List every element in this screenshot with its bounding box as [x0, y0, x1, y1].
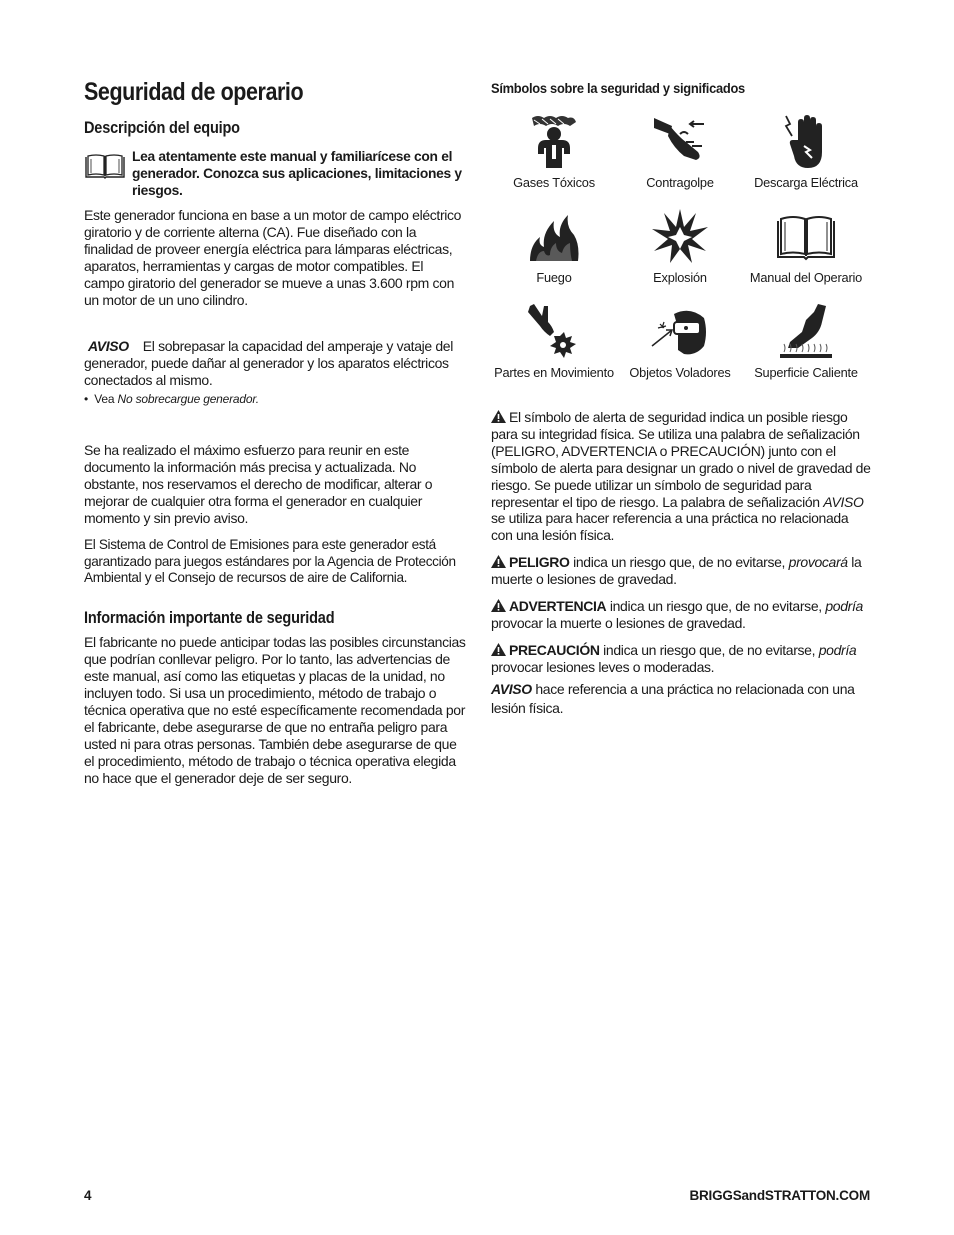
hot-surface-icon — [776, 302, 836, 362]
kickback-icon — [650, 112, 710, 172]
explosion-icon — [650, 207, 710, 267]
right-column — [491, 80, 871, 728]
symbol-label: Gases Tóxicos — [513, 175, 595, 190]
symbols-grid — [491, 112, 871, 387]
page-number: 4 — [84, 1188, 92, 1203]
operator-manual-icon — [776, 207, 836, 267]
equipment-description: Este generador funciona en base a un motor de campo eléctrico giratorio y de corriente alterna (CA). Fue diseñado con la finalidad de proveer energía eléctrica para lámparas eléctricas, aparatos, herramientas y cargas de motor compatibles. El campo giratorio del generador se mueve a unas 3.600 rpm con un motor de un uno cilindro. — [84, 207, 462, 308]
symbol-explosion — [617, 207, 743, 292]
safety-alert-triangle-icon — [491, 643, 506, 656]
page-title: Seguridad de operario — [84, 78, 304, 106]
aviso-notice — [84, 338, 466, 408]
symbol-operator-manual — [743, 207, 869, 292]
peligro-definition: PELIGRO indica un riesgo que, de no evitarse, provocará la muerte o lesiones de gravedad. — [491, 554, 862, 588]
aviso-definition: AVISO hace referencia a una práctica no relacionada con una lesión física. — [491, 680, 855, 716]
manual-note — [84, 148, 466, 199]
symbols-heading: Símbolos sobre la seguridad y significados — [491, 80, 745, 96]
aviso-word: AVISO — [491, 680, 532, 697]
equipment-heading: Descripción del equipo — [84, 119, 240, 137]
symbol-label: Partes en Movimiento — [494, 365, 614, 380]
symbol-electric-shock — [743, 112, 869, 197]
fire-icon — [524, 207, 584, 267]
safety-alert-intro: El símbolo de alerta de seguridad indica un posible riesgo para su integridad física. Se utiliza una palabra de señalización (PELIGRO, ADVERTENCIA o PRECAUCIÓN) junto con el símbolo de alerta para designar un grado o nivel de gravedad de riesgo. Se puede utilizar un símbolo de seguridad para representar el tipo de riesgo. La palabra de señalización AVISO se utiliza para hacer referencia a una práctica no relacionada con una lesión física. — [491, 409, 871, 544]
left-column — [84, 78, 466, 796]
precaucion-word: PRECAUCIÓN — [509, 641, 600, 658]
safety-alert-triangle-icon — [491, 555, 506, 568]
safety-info-heading: Información importante de seguridad — [84, 609, 335, 628]
overload-reference-bullet: • Vea No sobrecargue generador. — [84, 392, 259, 407]
precaucion-definition: PRECAUCIÓN indica un riesgo que, de no evitarse, podría provocar lesiones leves o moderadas. — [491, 641, 857, 675]
website-link[interactable]: BRIGGSandSTRATTON.COM — [689, 1188, 870, 1203]
moving-parts-icon — [524, 302, 584, 362]
symbol-label: Fuego — [536, 270, 572, 285]
electric-shock-icon — [776, 112, 836, 172]
symbol-toxic-gas — [491, 112, 617, 197]
open-book-icon — [84, 153, 126, 179]
symbol-label: Manual del Operario — [749, 270, 863, 285]
advertencia-word: ADVERTENCIA — [509, 598, 607, 615]
symbol-label: Superficie Caliente — [754, 365, 858, 380]
symbol-label: Explosión — [653, 270, 707, 285]
symbol-label: Contragolpe — [646, 175, 714, 190]
toxic-gas-icon — [524, 112, 584, 172]
symbol-label: Descarga Eléctrica — [754, 175, 858, 190]
overload-reference-link: No sobrecargue generador. — [117, 392, 259, 407]
manual-note-text: Lea atentamente este manual y familiarícese con el generador. Conozca sus aplicaciones, limitaciones y riesgos. — [132, 149, 462, 198]
symbol-moving-parts — [491, 302, 617, 387]
safety-alert-triangle-icon — [491, 410, 506, 423]
symbol-flying-objects — [617, 302, 743, 387]
symbol-fire — [491, 207, 617, 292]
symbol-hot-surface — [743, 302, 869, 387]
aviso-italic: AVISO — [823, 493, 864, 510]
flying-objects-icon — [650, 302, 710, 362]
emissions-paragraph: El Sistema de Control de Emisiones para este generador está garantizado para juegos estándares por la Agencia de Protección Ambiental y el Consejo de recursos de aire de California. — [84, 536, 456, 586]
advertencia-definition: ADVERTENCIA indica un riesgo que, de no evitarse, podría provocar la muerte o lesiones de gravedad. — [491, 598, 863, 631]
aviso-text: El sobrepasar la capacidad del amperaje y vataje del generador, puede dañar al generador y los aparatos eléctricos conectados al mismo. — [84, 338, 454, 389]
symbol-label: Objetos Voladores — [629, 365, 731, 380]
aviso-label: AVISO — [88, 338, 129, 355]
disclaimer-paragraph: Se ha realizado el máximo esfuerzo para reunir en este documento la información más precisa y actualizada. No obstante, nos reservamos el derecho de modificar, alterar o mejorar de cualquier otra forma el generador en cualquier momento y sin previo aviso. — [84, 442, 433, 526]
peligro-word: PELIGRO — [509, 554, 570, 571]
symbol-kickback — [617, 112, 743, 197]
safety-alert-triangle-icon — [491, 599, 506, 612]
safety-info-text: El fabricante no puede anticipar todas las posibles circunstancias que podrían conllevar peligro. Por lo tanto, las advertencias de este manual, así como las etiquetas y placas de la unidad, no incluyen todo. Si usa un procedimiento, método de trabajo o técnica operativa que no esté específicamente recomendada por el fabricante, debe asegurarse de que no entraña peligro para usted ni para otras personas. También debe asegurarse de que el procedimiento, método de trabajo o técnica operativa elegida no hace que el generador deje de ser seguro. — [84, 634, 466, 786]
